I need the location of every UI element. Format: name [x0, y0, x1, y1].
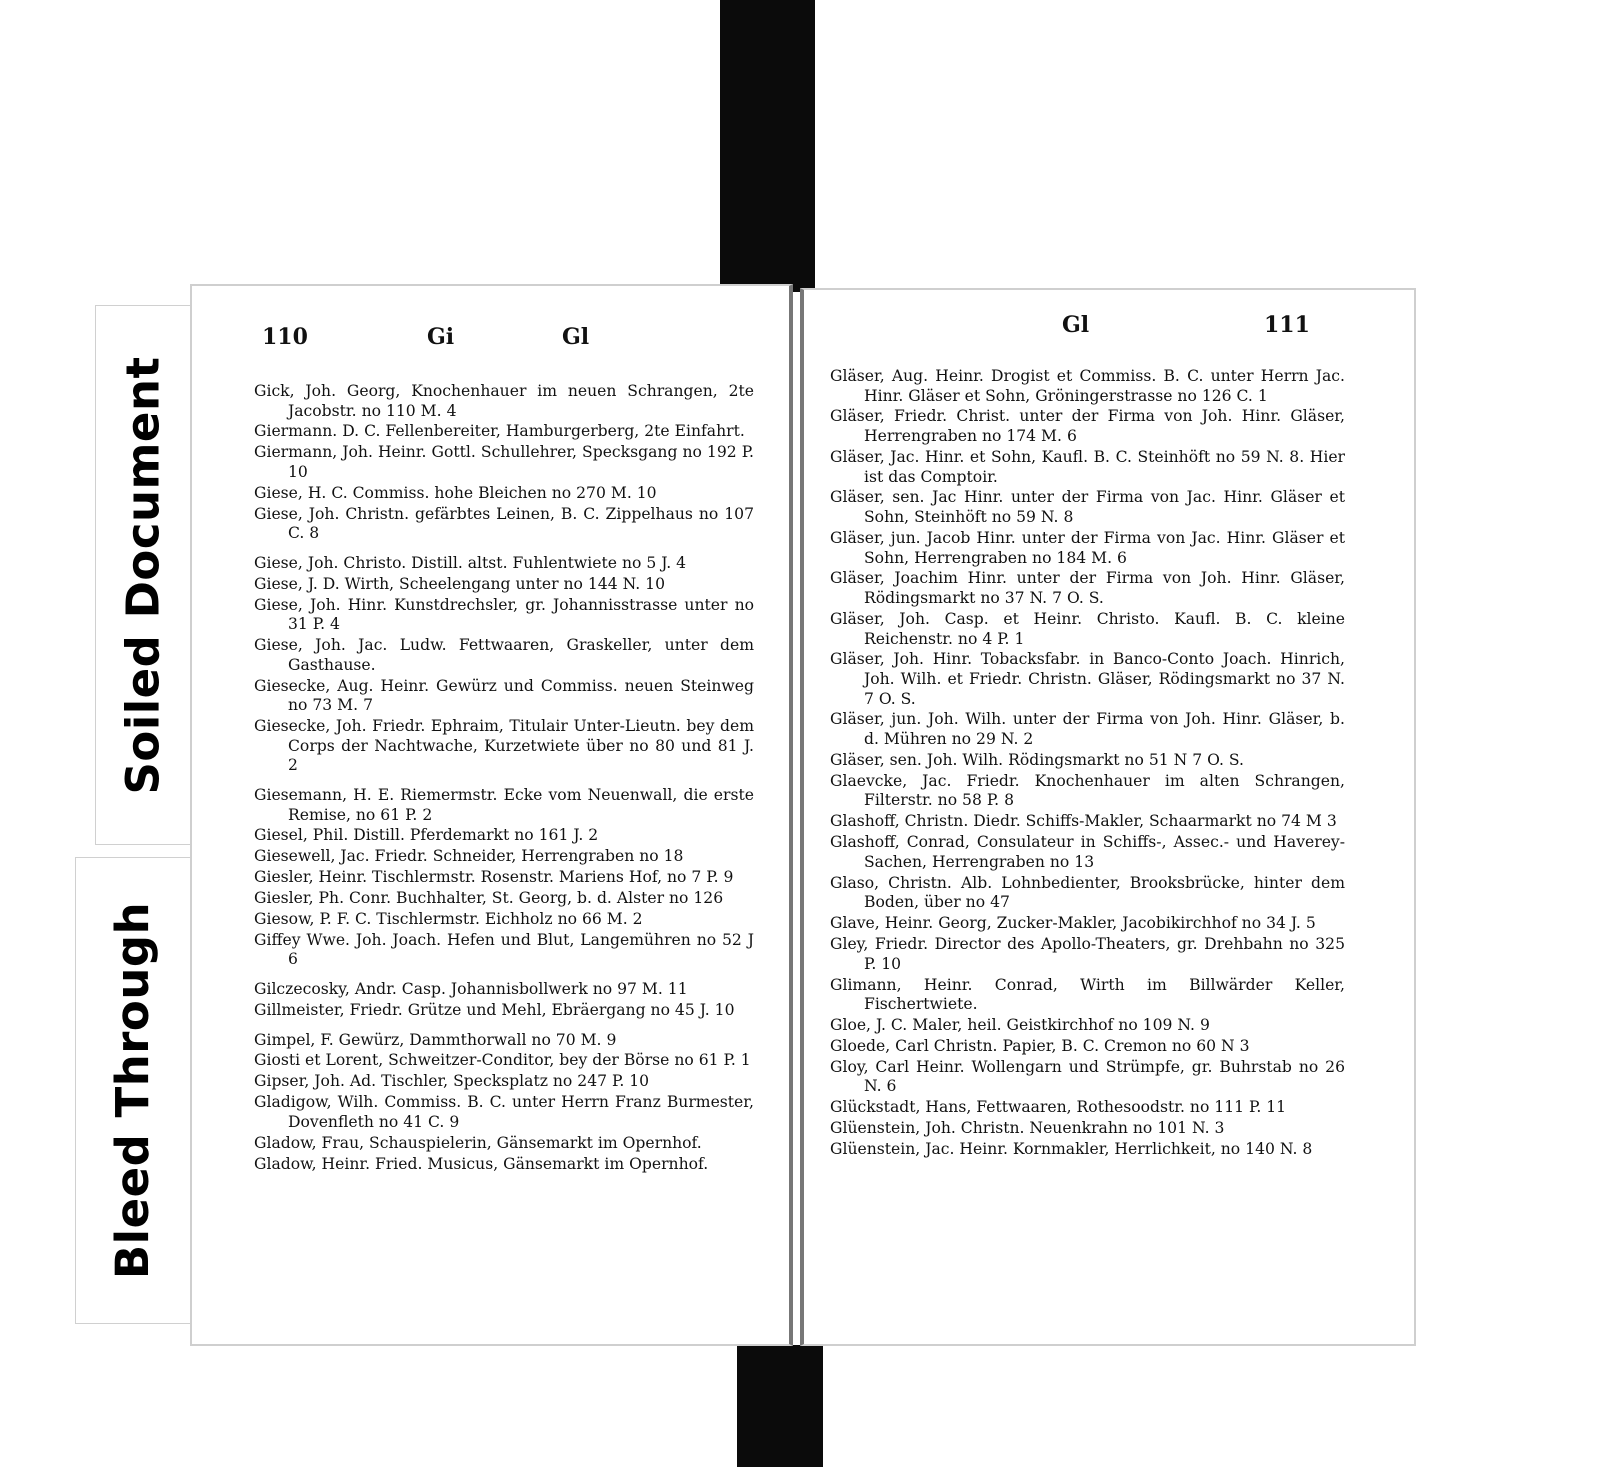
directory-entry: Gloe, J. C. Maler, heil. Geistkirchhof no 109 N. 9: [830, 1016, 1210, 1035]
directory-entry: Gläser, sen. Joh. Wilh. Rödingsmarkt no 51 N 7 O. S.: [830, 750, 1244, 769]
soiled-document-label: Soiled Document: [95, 305, 191, 845]
directory-entry: Glaevcke, Jac. Friedr. Knochenhauer im alten Schrangen, Filterstr. no 58 P. 8: [830, 771, 1345, 810]
directory-entry: Glimann, Heinr. Conrad, Wirth im Billwärder Keller, Fischertwiete.: [830, 975, 1345, 1014]
directory-entry: Giesow, P. F. C. Tischlermstr. Eichholz no 66 M. 2: [254, 910, 643, 928]
running-header-right: Gl: [562, 324, 590, 350]
directory-entry: Gläser, Jac. Hinr. et Sohn, Kaufl. B. C. Steinhöft no 59 N. 8. Hier ist das Comptoir.: [830, 447, 1345, 486]
directory-entry: Gley, Friedr. Director des Apollo-Theaters, gr. Drehbahn no 325 P. 10: [830, 935, 1345, 973]
directory-entry: Glaso, Christn. Alb. Lohnbedienter, Brooksbrücke, hinter dem Boden, über no 47: [830, 873, 1345, 912]
directory-entry: Giesel, Phil. Distill. Pferdemarkt no 161 J. 2: [254, 826, 599, 845]
directory-entry: Gladow, Frau, Schauspielerin, Gänsemarkt im Opernhof.: [254, 1133, 702, 1152]
directory-entry-list: [254, 382, 754, 1176]
directory-entry: Giese, Joh. Christo. Distill. altst. Fuhlentwiete no 5 J. 4: [254, 553, 687, 572]
directory-entry: Giesecke, Joh. Friedr. Ephraim, Titulair Unter-Lieutn. bey dem Corps der Nachtwache, Kurzetwiete über no 80 und 81 J. 2: [254, 717, 754, 775]
directory-entry: Gläser, jun. Joh. Wilh. unter der Firma von Joh. Hinr. Gläser, b. d. Mühren no 29 N. 2: [830, 710, 1345, 749]
directory-entry: Gillmeister, Friedr. Grütze und Mehl, Ebräergang no 45 J. 10: [254, 1000, 735, 1019]
directory-entry: Giese, H. C. Commiss. hohe Bleichen no 270 M. 10: [254, 483, 657, 502]
directory-entry: Giese, J. D. Wirth, Scheelengang unter no 144 N. 10: [254, 574, 665, 593]
directory-entry: Giermann, Joh. Heinr. Gottl. Schullehrer, Specksgang no 192 P. 10: [254, 443, 754, 481]
directory-entry: Glückstadt, Hans, Fettwaaren, Rothesoodstr. no 111 P. 11: [830, 1098, 1287, 1117]
directory-entry: Giese, Joh. Christn. gefärbtes Leinen, B. C. Zippelhaus no 107 C. 8: [254, 504, 754, 543]
directory-entry: Giese, Joh. Jac. Ludw. Fettwaaren, Graskeller, unter dem Gasthause.: [254, 636, 754, 674]
binding-strip-bottom: [737, 1345, 823, 1467]
directory-entry: Glave, Heinr. Georg, Zucker-Makler, Jacobikirchhof no 34 J. 5: [830, 914, 1316, 933]
directory-entry: Gläser, Friedr. Christ. unter der Firma von Joh. Hinr. Gläser, Herrengraben no 174 M. 6: [830, 407, 1345, 446]
directory-entry: Gläser, Aug. Heinr. Drogist et Commiss. B. C. unter Herrn Jac. Hinr. Gläser et Sohn, Gröningerstrasse no 126 C. 1: [830, 367, 1345, 405]
directory-entry: Giosti et Lorent, Schweitzer-Conditor, bey der Börse no 61 P. 1: [254, 1051, 751, 1070]
directory-entry: Glüenstein, Jac. Heinr. Kornmakler, Herrlichkeit, no 140 N. 8: [830, 1140, 1313, 1159]
directory-entry: Giesler, Heinr. Tischlermstr. Rosenstr. Mariens Hof, no 7 P. 9: [254, 868, 734, 887]
directory-entry: Gläser, sen. Jac Hinr. unter der Firma von Jac. Hinr. Gläser et Sohn, Steinhöft no 59 N. 8: [830, 488, 1345, 527]
directory-entry: Giermann. D. C. Fellenbereiter, Hamburgerberg, 2te Einfahrt.: [254, 422, 745, 441]
directory-entry: Giesewell, Jac. Friedr. Schneider, Herrengraben no 18: [254, 847, 684, 866]
directory-entry: Giesecke, Aug. Heinr. Gewürz und Commiss. neuen Steinweg no 73 M. 7: [254, 676, 754, 715]
directory-entry: Gläser, Joachim Hinr. unter der Firma von Joh. Hinr. Gläser, Rödingsmarkt no 37 N. 7 O. S.: [830, 569, 1345, 608]
page-number: 110: [262, 324, 308, 350]
directory-entry: Giesler, Ph. Conr. Buchhalter, St. Georg, b. d. Alster no 126: [254, 889, 724, 908]
directory-entry: Gladow, Heinr. Fried. Musicus, Gänsemarkt im Opernhof.: [254, 1154, 709, 1173]
bleed-through-label: Bleed Through: [75, 857, 191, 1324]
directory-entry: Gläser, jun. Jacob Hinr. unter der Firma von Jac. Hinr. Gläser et Sohn, Herrengraben no 184 M. 6: [830, 528, 1345, 567]
directory-entry: Glashoff, Christn. Diedr. Schiffs-Makler, Schaarmarkt no 74 M 3: [830, 812, 1337, 831]
directory-entry: Gläser, Joh. Hinr. Tobacksfabr. in Banco-Conto Joach. Hinrich, Joh. Wilh. et Friedr. Christn. Gläser, Rödingsmarkt no 37 N. 7 O. S.: [830, 650, 1345, 708]
directory-entry: Giesemann, H. E. Riemermstr. Ecke vom Neuenwall, die erste Remise, no 61 P. 2: [254, 785, 754, 824]
directory-entry: Gloede, Carl Christn. Papier, B. C. Cremon no 60 N 3: [830, 1036, 1250, 1055]
directory-entry-list: [830, 367, 1345, 1161]
directory-entry: Gimpel, F. Gewürz, Dammthorwall no 70 M. 9: [254, 1030, 617, 1049]
directory-entry: Glashoff, Conrad, Consulateur in Schiffs-, Assec.- und Haverey-Sachen, Herrengraben no 13: [830, 833, 1345, 871]
left-page: [190, 284, 793, 1346]
page-number: 111: [1264, 312, 1310, 338]
directory-entry: Gladigow, Wilh. Commiss. B. C. unter Herrn Franz Burmester, Dovenfleth no 41 C. 9: [254, 1093, 754, 1131]
directory-entry: Gipser, Joh. Ad. Tischler, Specksplatz no 247 P. 10: [254, 1072, 650, 1091]
directory-entry: Giese, Joh. Hinr. Kunstdrechsler, gr. Johannisstrasse unter no 31 P. 4: [254, 595, 754, 634]
right-page: [800, 288, 1416, 1346]
directory-entry: Gloy, Carl Heinr. Wollengarn und Strümpfe, gr. Buhrstab no 26 N. 6: [830, 1057, 1345, 1096]
directory-entry: Gick, Joh. Georg, Knochenhauer im neuen Schrangen, 2te Jacobstr. no 110 M. 4: [254, 382, 754, 420]
directory-entry: Gläser, Joh. Casp. et Heinr. Christo. Kaufl. B. C. kleine Reichenstr. no 4 P. 1: [830, 609, 1345, 648]
running-header: Gl: [1062, 312, 1090, 338]
directory-entry: Gilczecosky, Andr. Casp. Johannisbollwerk no 97 M. 11: [254, 980, 688, 999]
directory-entry: Glüenstein, Joh. Christn. Neuenkrahn no 101 N. 3: [830, 1119, 1225, 1138]
binding-strip-top: [720, 0, 815, 292]
running-header-left: Gi: [427, 324, 455, 350]
directory-entry: Giffey Wwe. Joh. Joach. Hefen und Blut, Langemühren no 52 J 6: [254, 930, 754, 969]
